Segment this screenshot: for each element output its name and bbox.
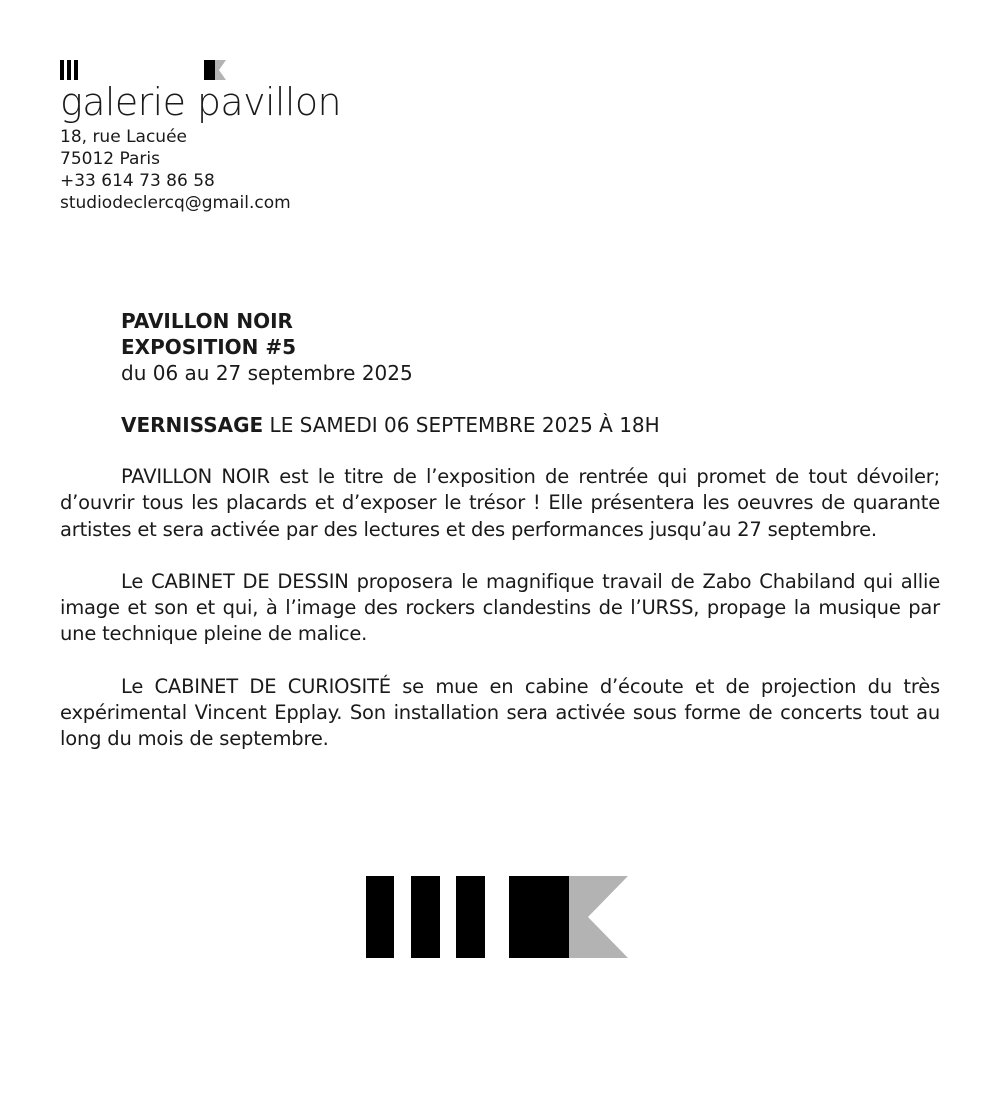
phone-number: +33 614 73 86 58 <box>60 171 215 191</box>
gallery-address <box>60 126 480 214</box>
paragraph-cabinet-dessin: Le CABINET DE DESSIN proposera le magnifique travail de Zabo Chabiland qui allie image et son et qui, à l’image des rockers clandestins de l’URSS, propage la musique par une technique pleine de malice. <box>60 569 940 646</box>
flag-k-icon <box>204 60 226 80</box>
vernissage-label: VERNISSAGE <box>121 413 264 437</box>
exhibition-heading <box>60 308 940 438</box>
email-address: studiodeclercq@gmail.com <box>60 193 291 213</box>
address-city: 75012 Paris <box>60 149 160 169</box>
exhibition-dates: du 06 au 27 septembre 2025 <box>121 361 413 385</box>
exhibition-number: EXPOSITION #5 <box>121 335 297 359</box>
press-release <box>60 308 940 753</box>
exhibition-title: PAVILLON NOIR <box>121 309 293 333</box>
letterhead <box>60 60 480 214</box>
gallery-logo-small-icon <box>60 60 320 82</box>
vernissage-line <box>121 412 940 438</box>
gallery-logo-large-icon <box>366 876 630 958</box>
address-street: 18, rue Lacuée <box>60 127 187 147</box>
paragraph-intro: PAVILLON NOIR est le titre de l’exposition de rentrée qui promet de tout dévoiler; d’ouvrir tous les placards et d’exposer le trésor ! Elle présentera les oeuvres de quarante artistes et sera activée par des lectures et des performances jusqu’au 27 septembre. <box>60 465 940 541</box>
gallery-name: galerie pavillon <box>60 80 341 124</box>
paragraph-cabinet-curiosite: Le CABINET DE CURIOSITÉ se mue en cabine d’écoute et de projection du très expérimental Vincent Epplay. Son installation sera activée sous forme de concerts tout au long du mois de septembre. <box>60 674 940 751</box>
vernissage-date: LE SAMEDI 06 SEPTEMBRE 2025 À 18H <box>263 413 660 437</box>
